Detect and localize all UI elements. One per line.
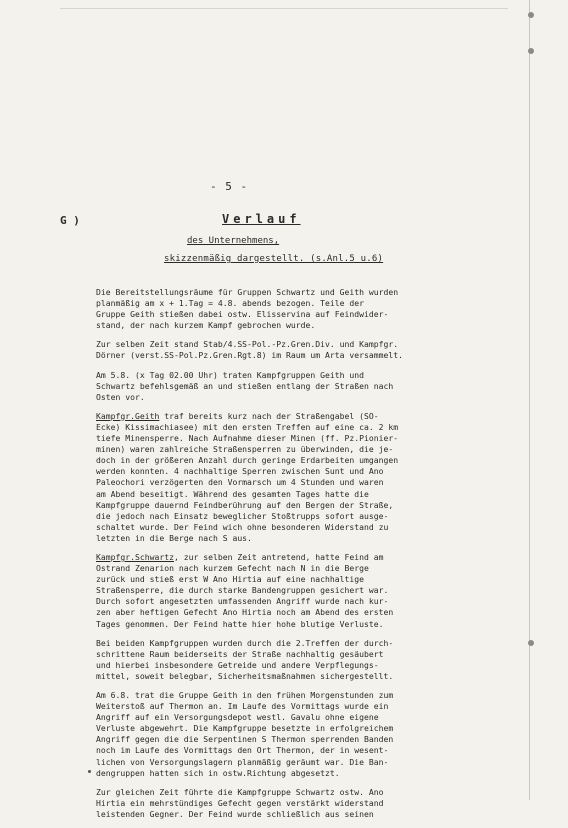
paragraph-text: Die Bereitstellungsräume für Gruppen Schwartz und Geith wurden planmäßig am x + 1.Tag = 4.8. abends bezogen. Teile der Gruppe Geith stießen dabei ostw. Elisservina auf Feindwider- stand, der nach kurzem Kampf gebrochen wurde. — [96, 287, 399, 331]
top-edge-line — [60, 8, 508, 9]
document-body — [96, 287, 504, 828]
paragraph — [96, 411, 504, 544]
paragraph — [96, 690, 504, 779]
ink-mark — [88, 770, 91, 773]
paragraph-text: traf bereits kurz nach der Straßengabel (SO- Ecke) Kissimachiasee) mit den ersten Treffen auf eine ca. 2 km tiefe Minensperre. Nach Aufnahme dieser Minen (ff. Pz.Pionier- minen) waren zahlreiche Straßensperren zu überwinden, die je- doch in der größeren Anzahl durch geringe Erdarbeiten umgangen werden konnten. 4 nachhaltige Sperren zwischen Sunt und Ano Paleochori verzögerten den Vormarsch um 4 Stunden und waren am Abend beseitigt. Während des gesamten Tages hatte die Kampfgruppe dauernd Feindberührung auf den Bergen der Straße, die jedoch nach Einsatz beweglicher Stoßtrupps sofort ausge- schaltet wurde. Der Feind wich ohne besonderen Widerstand zu letzten in die Berge nach S aus. — [96, 410, 399, 543]
paragraph — [96, 339, 504, 361]
punch-hole — [528, 12, 534, 18]
paragraph-text: Zur gleichen Zeit führte die Kampfgruppe Schwartz ostw. Ano Hirtia ein mehrstündiges Gefecht gegen verstärkt widerstand leistenden Gegner. Der Feind wurde schließlich aus seinen — [96, 786, 384, 819]
paragraph-lead: Kampfgr.Geith — [96, 410, 160, 421]
paragraph-text: Zur selben Zeit stand Stab/4.SS-Pol.-Pz.Gren.Div. und Kampfgr. Dörner (verst.SS-Pol.Pz.Gren.Rgt.8) im Raum um Arta versammelt. — [96, 339, 403, 361]
page-edge-line — [529, 0, 530, 800]
page-title: Verlauf — [222, 212, 301, 226]
section-label: G ) — [60, 214, 80, 227]
paragraph-lead: Kampfgr.Schwartz — [96, 551, 174, 562]
paragraph — [96, 370, 504, 403]
page-number: - 5 - — [210, 180, 249, 193]
paragraph — [96, 638, 504, 682]
paragraph-text: Am 5.8. (x Tag 02.00 Uhr) traten Kampfgruppen Geith und Schwartz befehlsgemäß an und stießen entlang der Straßen nach Osten vor. — [96, 369, 394, 402]
paragraph-text: , zur selben Zeit antretend, hatte Feind am Ostrand Zenarion nach kurzem Gefecht nach N in die Berge zurück und stieß erst W Ano Hirtia auf eine nachhaltige Straßensperre, die durch starke Bandengruppen gesichert war. Durch sofort angesetzten umfassenden Angriff wurde nach kur- zen aber heftigen Gefecht Ano Hirtia noch am Abend des ersten Tages genommen. Der Feind hatte hier hohe blutige Verluste. — [96, 551, 394, 629]
paragraph-text: Am 6.8. trat die Gruppe Geith in den frühen Morgenstunden zum Weiterstoß auf Thermon an. Im Laufe des Vormittags wurde ein Angriff auf ein Versorgungsdepot westl. Gavalu ohne eigene Verluste abgewehrt. Die Kampfgruppe besetzte in erfolgreichem Angriff gegen die die Serpentinen S Thermon sperrenden Banden noch im Laufe des Vormittags den Ort Thermon, der in wesent- lichen von Versorgungslagern planmäßig geräumt war. Die Ban- dengruppen hatten sich in ostw.Richtung abgesetzt. — [96, 690, 394, 778]
subtitle-line-1: des Unternehmens, — [187, 236, 280, 246]
paragraph — [96, 552, 504, 630]
subtitle-line-2: skizzenmäßig dargestellt. (s.Anl.5 u.6) — [164, 254, 384, 264]
punch-hole — [528, 640, 534, 646]
paragraph — [96, 287, 504, 331]
paragraph — [96, 787, 504, 820]
paragraph-text: Bei beiden Kampfgruppen wurden durch die 2.Treffen der durch- schrittene Raum beiderseits der Straße nachhaltig gesäubert und hierbei insbesondere Getreide und andere Verpflegungs- mittel, soweit belegbar, Sicherheitsmaßnahmen sichergestellt. — [96, 637, 394, 681]
punch-hole — [528, 48, 534, 54]
